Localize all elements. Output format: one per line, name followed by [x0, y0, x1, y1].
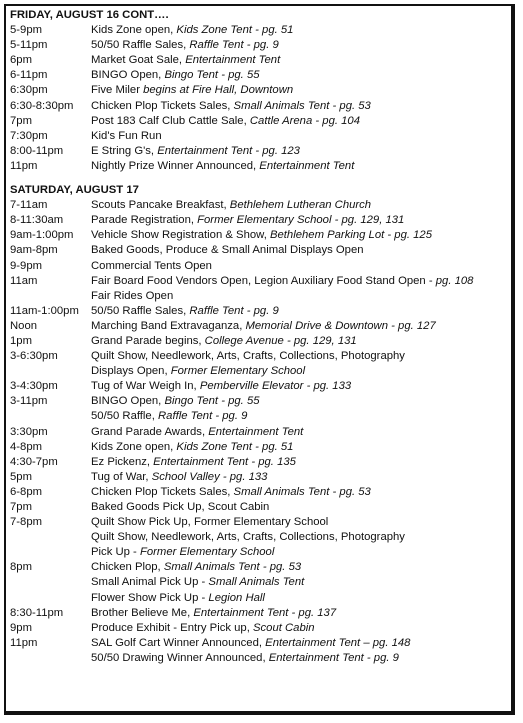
event-title: 50/50 Raffle,	[91, 410, 158, 423]
schedule-row	[10, 68, 510, 83]
schedule-row	[10, 213, 510, 228]
event-title: Small Animal Pick Up -	[91, 576, 209, 589]
event-description	[91, 289, 510, 304]
event-title: Market Goat Sale,	[91, 54, 186, 67]
event-location: pg. 108	[435, 274, 474, 287]
event-location: Former Elementary School	[170, 365, 306, 378]
event-time: 3-6:30pm	[10, 350, 58, 363]
saturday-event-list	[10, 198, 510, 666]
event-location: Entertainment Tent – pg. 148	[265, 636, 411, 649]
event-time: 9am-1:00pm	[10, 229, 74, 242]
event-location: Raffle Tent - pg. 9	[158, 410, 248, 423]
event-location: Small Animals Tent - pg. 53	[233, 99, 371, 112]
event-time: 7pm	[10, 114, 32, 127]
event-title: 50/50 Raffle Sales,	[91, 304, 190, 317]
event-location: Legion Hall	[208, 591, 265, 604]
event-time: 7-8pm	[10, 516, 43, 529]
schedule-row	[10, 99, 510, 114]
event-time: 6pm	[10, 54, 32, 67]
event-description	[91, 485, 510, 500]
event-location: Entertainment Tent - pg. 9	[268, 651, 399, 664]
event-time: 6:30pm	[10, 84, 48, 97]
event-description	[91, 500, 510, 515]
event-description	[91, 455, 510, 470]
event-time: 11pm	[10, 159, 38, 172]
event-time: 8:00-11pm	[10, 144, 64, 157]
event-time: 4-8pm	[10, 440, 43, 453]
event-description	[91, 319, 510, 334]
event-time	[10, 591, 91, 606]
event-title: Quilt Show, Needlework, Arts, Crafts, Collections, Photography	[91, 350, 405, 363]
event-description	[91, 515, 510, 530]
event-time: 11am	[10, 274, 38, 287]
event-title: BINGO Open,	[91, 395, 165, 408]
event-description	[91, 129, 510, 144]
schedule-row	[10, 379, 510, 394]
schedule-row	[10, 198, 510, 213]
event-location: Memorial Drive & Downtown - pg. 127	[245, 319, 436, 332]
event-description	[91, 198, 510, 213]
event-location: Entertainment Tent - pg. 123	[157, 144, 300, 157]
event-location: Small Animals Tent	[208, 576, 305, 589]
event-title: Parade Registration,	[91, 214, 198, 227]
event-description	[91, 621, 510, 636]
schedule-row	[10, 575, 510, 590]
event-title: Nightly Prize Winner Announced,	[91, 159, 260, 172]
event-time: 1pm	[10, 334, 32, 347]
event-description	[91, 651, 510, 666]
event-time: 9pm	[10, 621, 32, 634]
event-description	[91, 53, 510, 68]
schedule-row	[10, 530, 510, 545]
schedule-row	[10, 83, 510, 98]
schedule-row	[10, 304, 510, 319]
event-location: Kids Zone Tent - pg. 51	[176, 24, 294, 37]
schedule-row	[10, 409, 510, 424]
event-location: Kids Zone Tent - pg. 51	[176, 440, 294, 453]
event-time: 8pm	[10, 561, 32, 574]
saturday-section-title: SATURDAY, AUGUST 17	[10, 184, 139, 197]
schedule-row	[10, 364, 510, 379]
event-time	[10, 530, 91, 545]
event-title: Pick Up -	[91, 546, 140, 559]
schedule-row	[10, 289, 510, 304]
event-time	[10, 409, 91, 424]
schedule-row	[10, 334, 510, 349]
event-location: Entertainment Tent	[208, 425, 304, 438]
event-title: Grand Parade begins,	[91, 334, 205, 347]
event-time: 11am-1:00pm	[10, 304, 79, 317]
event-location: Entertainment Tent - pg. 137	[193, 606, 337, 619]
event-title: E String G's,	[91, 144, 158, 157]
schedule-row	[10, 455, 510, 470]
schedule-row	[10, 394, 510, 409]
event-time: 9am-8pm	[10, 244, 58, 257]
event-location: Entertainment Tent	[185, 54, 281, 67]
event-title: Tug of War,	[91, 470, 152, 483]
event-time	[10, 545, 91, 560]
event-location: Bingo Tent - pg. 55	[164, 395, 260, 408]
schedule-row	[10, 228, 510, 243]
schedule-row	[10, 243, 510, 258]
section-gap	[10, 174, 510, 183]
schedule-row	[10, 425, 510, 440]
event-time: 8-11:30am	[10, 214, 64, 227]
event-time: 5-9pm	[10, 24, 43, 37]
event-title: Baked Goods, Produce & Small Animal Displays Open	[91, 244, 364, 257]
schedule-row	[10, 636, 510, 651]
event-description	[91, 259, 510, 274]
event-time	[10, 364, 91, 379]
schedule-row	[10, 651, 510, 666]
event-title: Tug of War Weigh In,	[91, 380, 200, 393]
event-description	[91, 99, 510, 114]
schedule-row	[10, 319, 510, 334]
event-title: Kids Zone open,	[91, 24, 177, 37]
friday-section-title: FRIDAY, AUGUST 16 CONT….	[10, 9, 169, 21]
event-description	[91, 425, 510, 440]
schedule-row	[10, 440, 510, 455]
schedule-content	[10, 8, 510, 666]
event-time: 3-4:30pm	[10, 380, 58, 393]
event-title: BINGO Open,	[91, 69, 165, 82]
schedule-row	[10, 621, 510, 636]
event-location: Entertainment Tent - pg. 135	[153, 455, 296, 468]
event-description	[91, 530, 510, 545]
schedule-row	[10, 129, 510, 144]
schedule-row	[10, 545, 510, 560]
event-time: 8:30-11pm	[10, 606, 64, 619]
event-description	[91, 68, 510, 83]
event-title: Fair Board Food Vendors Open, Legion Auxiliary Food Stand Open -	[91, 274, 436, 287]
event-description	[91, 470, 510, 485]
event-location: Pemberville Elevator - pg. 133	[199, 380, 352, 393]
event-time: 6-11pm	[10, 69, 48, 82]
event-location: Raffle Tent - pg. 9	[189, 39, 279, 52]
event-description	[91, 364, 510, 379]
schedule-row	[10, 144, 510, 159]
event-description	[91, 304, 510, 319]
event-description	[91, 23, 510, 38]
schedule-row	[10, 23, 510, 38]
event-time	[10, 289, 91, 304]
event-title: Produce Exhibit - Entry Pick up,	[91, 621, 253, 634]
event-title: Chicken Plop Tickets Sales,	[91, 99, 234, 112]
schedule-row	[10, 349, 510, 364]
event-description	[91, 228, 510, 243]
event-location: Former Elementary School - pg. 129, 131	[197, 214, 405, 227]
event-title: Ez Pickenz,	[91, 455, 154, 468]
event-time: Noon	[10, 319, 38, 332]
event-title: Commercial Tents Open	[91, 259, 212, 272]
event-time: 7:30pm	[10, 129, 48, 142]
schedule-row	[10, 470, 510, 485]
event-title: Brother Believe Me,	[91, 606, 194, 619]
schedule-row	[10, 485, 510, 500]
friday-event-list	[10, 23, 510, 174]
event-location: School Valley - pg. 133	[151, 470, 268, 483]
event-time	[10, 651, 91, 666]
event-title: Fair Rides Open	[91, 289, 174, 302]
event-location: Scout Cabin	[253, 621, 315, 634]
event-description	[91, 606, 510, 621]
event-description	[91, 591, 510, 606]
event-location: Entertainment Tent	[259, 159, 355, 172]
event-description	[91, 560, 510, 575]
event-time: 5-11pm	[10, 39, 48, 52]
event-location: Former Elementary School	[139, 546, 275, 559]
event-title: Chicken Plop Tickets Sales,	[91, 485, 234, 498]
event-location: Small Animals Tent - pg. 53	[233, 485, 371, 498]
event-location: Bethlehem Lutheran Church	[229, 199, 372, 212]
event-title: Baked Goods Pick Up, Scout Cabin	[91, 501, 270, 513]
event-description	[91, 114, 510, 129]
event-description	[91, 243, 510, 258]
schedule-row	[10, 606, 510, 621]
event-time: 6:30-8:30pm	[10, 99, 74, 112]
event-description	[91, 213, 510, 228]
event-location: College Avenue - pg. 129, 131	[204, 334, 357, 347]
event-title: Kid's Fun Run	[91, 129, 162, 142]
event-title: 50/50 Drawing Winner Announced,	[91, 651, 269, 664]
event-description	[91, 83, 510, 98]
schedule-row	[10, 53, 510, 68]
event-description	[91, 349, 510, 364]
event-title: Quilt Show, Needlework, Arts, Crafts, Collections, Photography	[91, 531, 405, 544]
schedule-row	[10, 515, 510, 530]
event-location: Small Animals Tent - pg. 53	[163, 561, 302, 574]
event-description	[91, 274, 510, 289]
event-time: 5pm	[10, 470, 32, 483]
event-title: Scouts Pancake Breakfast,	[91, 199, 230, 212]
event-title: SAL Golf Cart Winner Announced,	[91, 636, 266, 649]
event-time: 7pm	[10, 501, 32, 513]
schedule-row	[10, 274, 510, 289]
event-title: Post 183 Calf Club Cattle Sale,	[91, 114, 250, 127]
event-description	[91, 379, 510, 394]
event-location: begins at Fire Hall, Downtown	[143, 84, 294, 97]
event-time: 4:30-7pm	[10, 455, 58, 468]
event-title: Five Miler	[91, 84, 144, 97]
event-description	[91, 334, 510, 349]
event-title: Displays Open,	[91, 365, 171, 378]
event-description	[91, 545, 510, 560]
event-time: 6-8pm	[10, 485, 43, 498]
event-time: 9-9pm	[10, 259, 43, 272]
event-title: Grand Parade Awards,	[91, 425, 209, 438]
event-title: Marching Band Extravaganza,	[91, 319, 246, 332]
event-time: 3-11pm	[10, 395, 48, 408]
event-time: 7-11am	[10, 199, 48, 212]
schedule-row	[10, 591, 510, 606]
event-time: 11pm	[10, 636, 38, 649]
schedule-row	[10, 38, 510, 53]
event-title: Kids Zone open,	[91, 440, 177, 453]
schedule-row	[10, 500, 510, 515]
event-description	[91, 440, 510, 455]
event-title: Flower Show Pick Up -	[91, 591, 209, 604]
event-title: 50/50 Raffle Sales,	[91, 39, 190, 52]
schedule-row	[10, 114, 510, 129]
event-description	[91, 575, 510, 590]
event-time	[10, 575, 91, 590]
event-location: Raffle Tent - pg. 9	[189, 304, 279, 317]
event-description	[91, 159, 510, 174]
event-title: Chicken Plop,	[91, 561, 164, 574]
event-description	[91, 38, 510, 53]
event-title: Vehicle Show Registration & Show,	[91, 229, 270, 242]
event-description	[91, 144, 510, 159]
event-title: Quilt Show Pick Up, Former Elementary School	[91, 516, 329, 529]
event-location: Bingo Tent - pg. 55	[164, 69, 260, 82]
event-location: Cattle Arena - pg. 104	[249, 114, 360, 127]
schedule-row	[10, 159, 510, 174]
event-description	[91, 394, 510, 409]
event-location: Bethlehem Parking Lot - pg. 125	[269, 229, 432, 242]
event-time: 3:30pm	[10, 425, 48, 438]
event-description	[91, 636, 510, 651]
event-description	[91, 409, 510, 424]
schedule-row	[10, 259, 510, 274]
schedule-row	[10, 560, 510, 575]
